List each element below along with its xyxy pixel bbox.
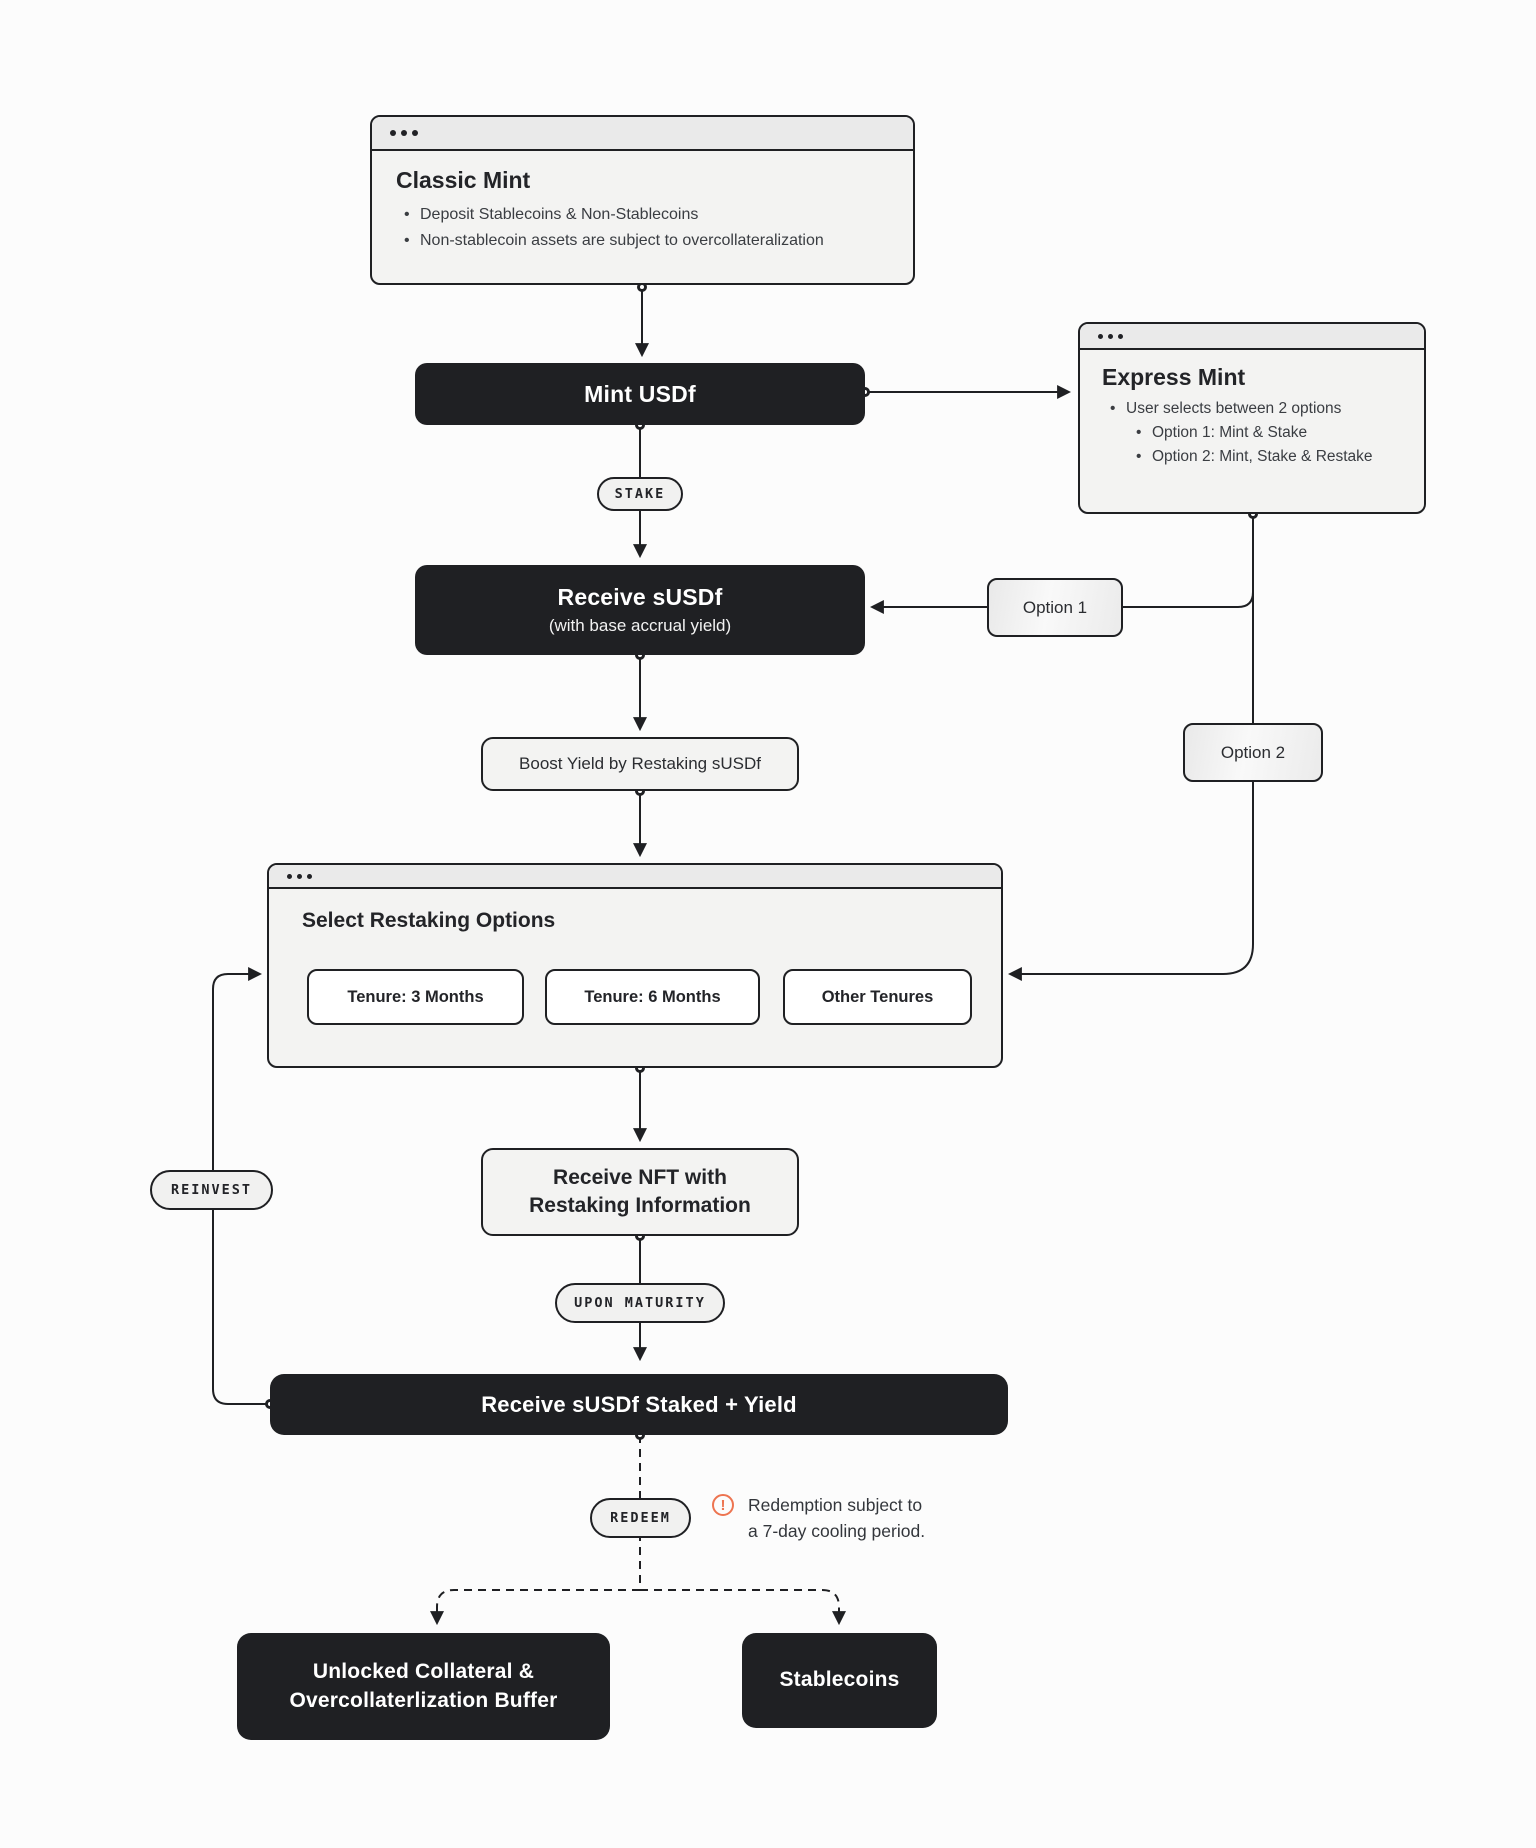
receive-susdf-node xyxy=(415,565,865,655)
mint-usdf-label: Mint USDf xyxy=(584,380,696,407)
other-tenures-button: Other Tenures xyxy=(783,969,972,1025)
stablecoins-node xyxy=(742,1633,937,1728)
tenure-6-months-button: Tenure: 6 Months xyxy=(545,969,760,1025)
select-restaking-titlebar xyxy=(269,865,1001,889)
option1-tag: Option 1 xyxy=(987,578,1123,637)
stake-pill: STAKE xyxy=(597,477,683,511)
receive-susdf-subtitle: (with base accrual yield) xyxy=(548,616,732,635)
receive-nft-line2: Restaking Information xyxy=(529,1194,751,1217)
redemption-note-line1: Redemption subject to xyxy=(748,1495,923,1515)
reinvest-pill: REINVEST xyxy=(150,1170,273,1210)
tenure-3-months-button: Tenure: 3 Months xyxy=(307,969,524,1025)
select-restaking-title: Select Restaking Options xyxy=(302,909,556,932)
express-mint-sub-bullet: • Option 1: Mint & Stake xyxy=(1134,421,1406,445)
express-mint-title: Express Mint xyxy=(1102,364,1246,390)
boost-yield-label: Boost Yield by Restaking sUSDf xyxy=(519,754,761,773)
window-dots-icon xyxy=(1098,334,1123,339)
classic-mint-bullet: • Deposit Stablecoins & Non-Stablecoins xyxy=(402,202,889,228)
express-mint-bullets xyxy=(1102,397,1406,469)
option2-tag: Option 2 xyxy=(1183,723,1323,782)
classic-mint-titlebar xyxy=(372,117,913,151)
unlocked-collateral-line2: Overcollaterlization Buffer xyxy=(289,1688,558,1712)
express-mint-sub-bullet: • Option 2: Mint, Stake & Restake xyxy=(1134,445,1406,469)
classic-mint-title: Classic Mint xyxy=(396,167,531,193)
connector-redeem-left-branch xyxy=(437,1590,640,1623)
stablecoins-label: Stablecoins xyxy=(779,1668,900,1692)
connector-redeem-right-branch xyxy=(640,1590,839,1623)
classic-mint-bullets xyxy=(396,202,889,253)
mint-usdf-node xyxy=(415,363,865,425)
select-restaking-window xyxy=(267,863,1003,1068)
redemption-note xyxy=(712,1492,925,1545)
unlocked-collateral-node xyxy=(237,1633,610,1740)
staked-yield-node xyxy=(270,1374,1008,1435)
classic-mint-bullet: • Non-stablecoin assets are subject to overcollateralization xyxy=(402,228,889,254)
warning-icon xyxy=(712,1494,734,1516)
express-mint-window xyxy=(1078,322,1426,514)
window-dots-icon xyxy=(390,130,418,136)
unlocked-collateral-line1: Unlocked Collateral & xyxy=(312,1660,535,1684)
window-dots-icon xyxy=(287,874,312,879)
boost-yield-node xyxy=(481,737,799,791)
upon-maturity-pill: UPON MATURITY xyxy=(555,1283,725,1323)
receive-nft-node xyxy=(481,1148,799,1236)
redeem-pill: REDEEM xyxy=(590,1498,691,1538)
redemption-note-line2: a 7-day cooling period. xyxy=(748,1521,926,1542)
receive-susdf-title: Receive sUSDf xyxy=(557,584,723,610)
express-mint-titlebar xyxy=(1080,324,1424,350)
receive-nft-line1: Receive NFT with xyxy=(553,1165,727,1189)
express-mint-bullet: • User selects between 2 options xyxy=(1108,397,1406,421)
staked-yield-label: Receive sUSDf Staked + Yield xyxy=(481,1391,797,1417)
classic-mint-window xyxy=(370,115,915,285)
